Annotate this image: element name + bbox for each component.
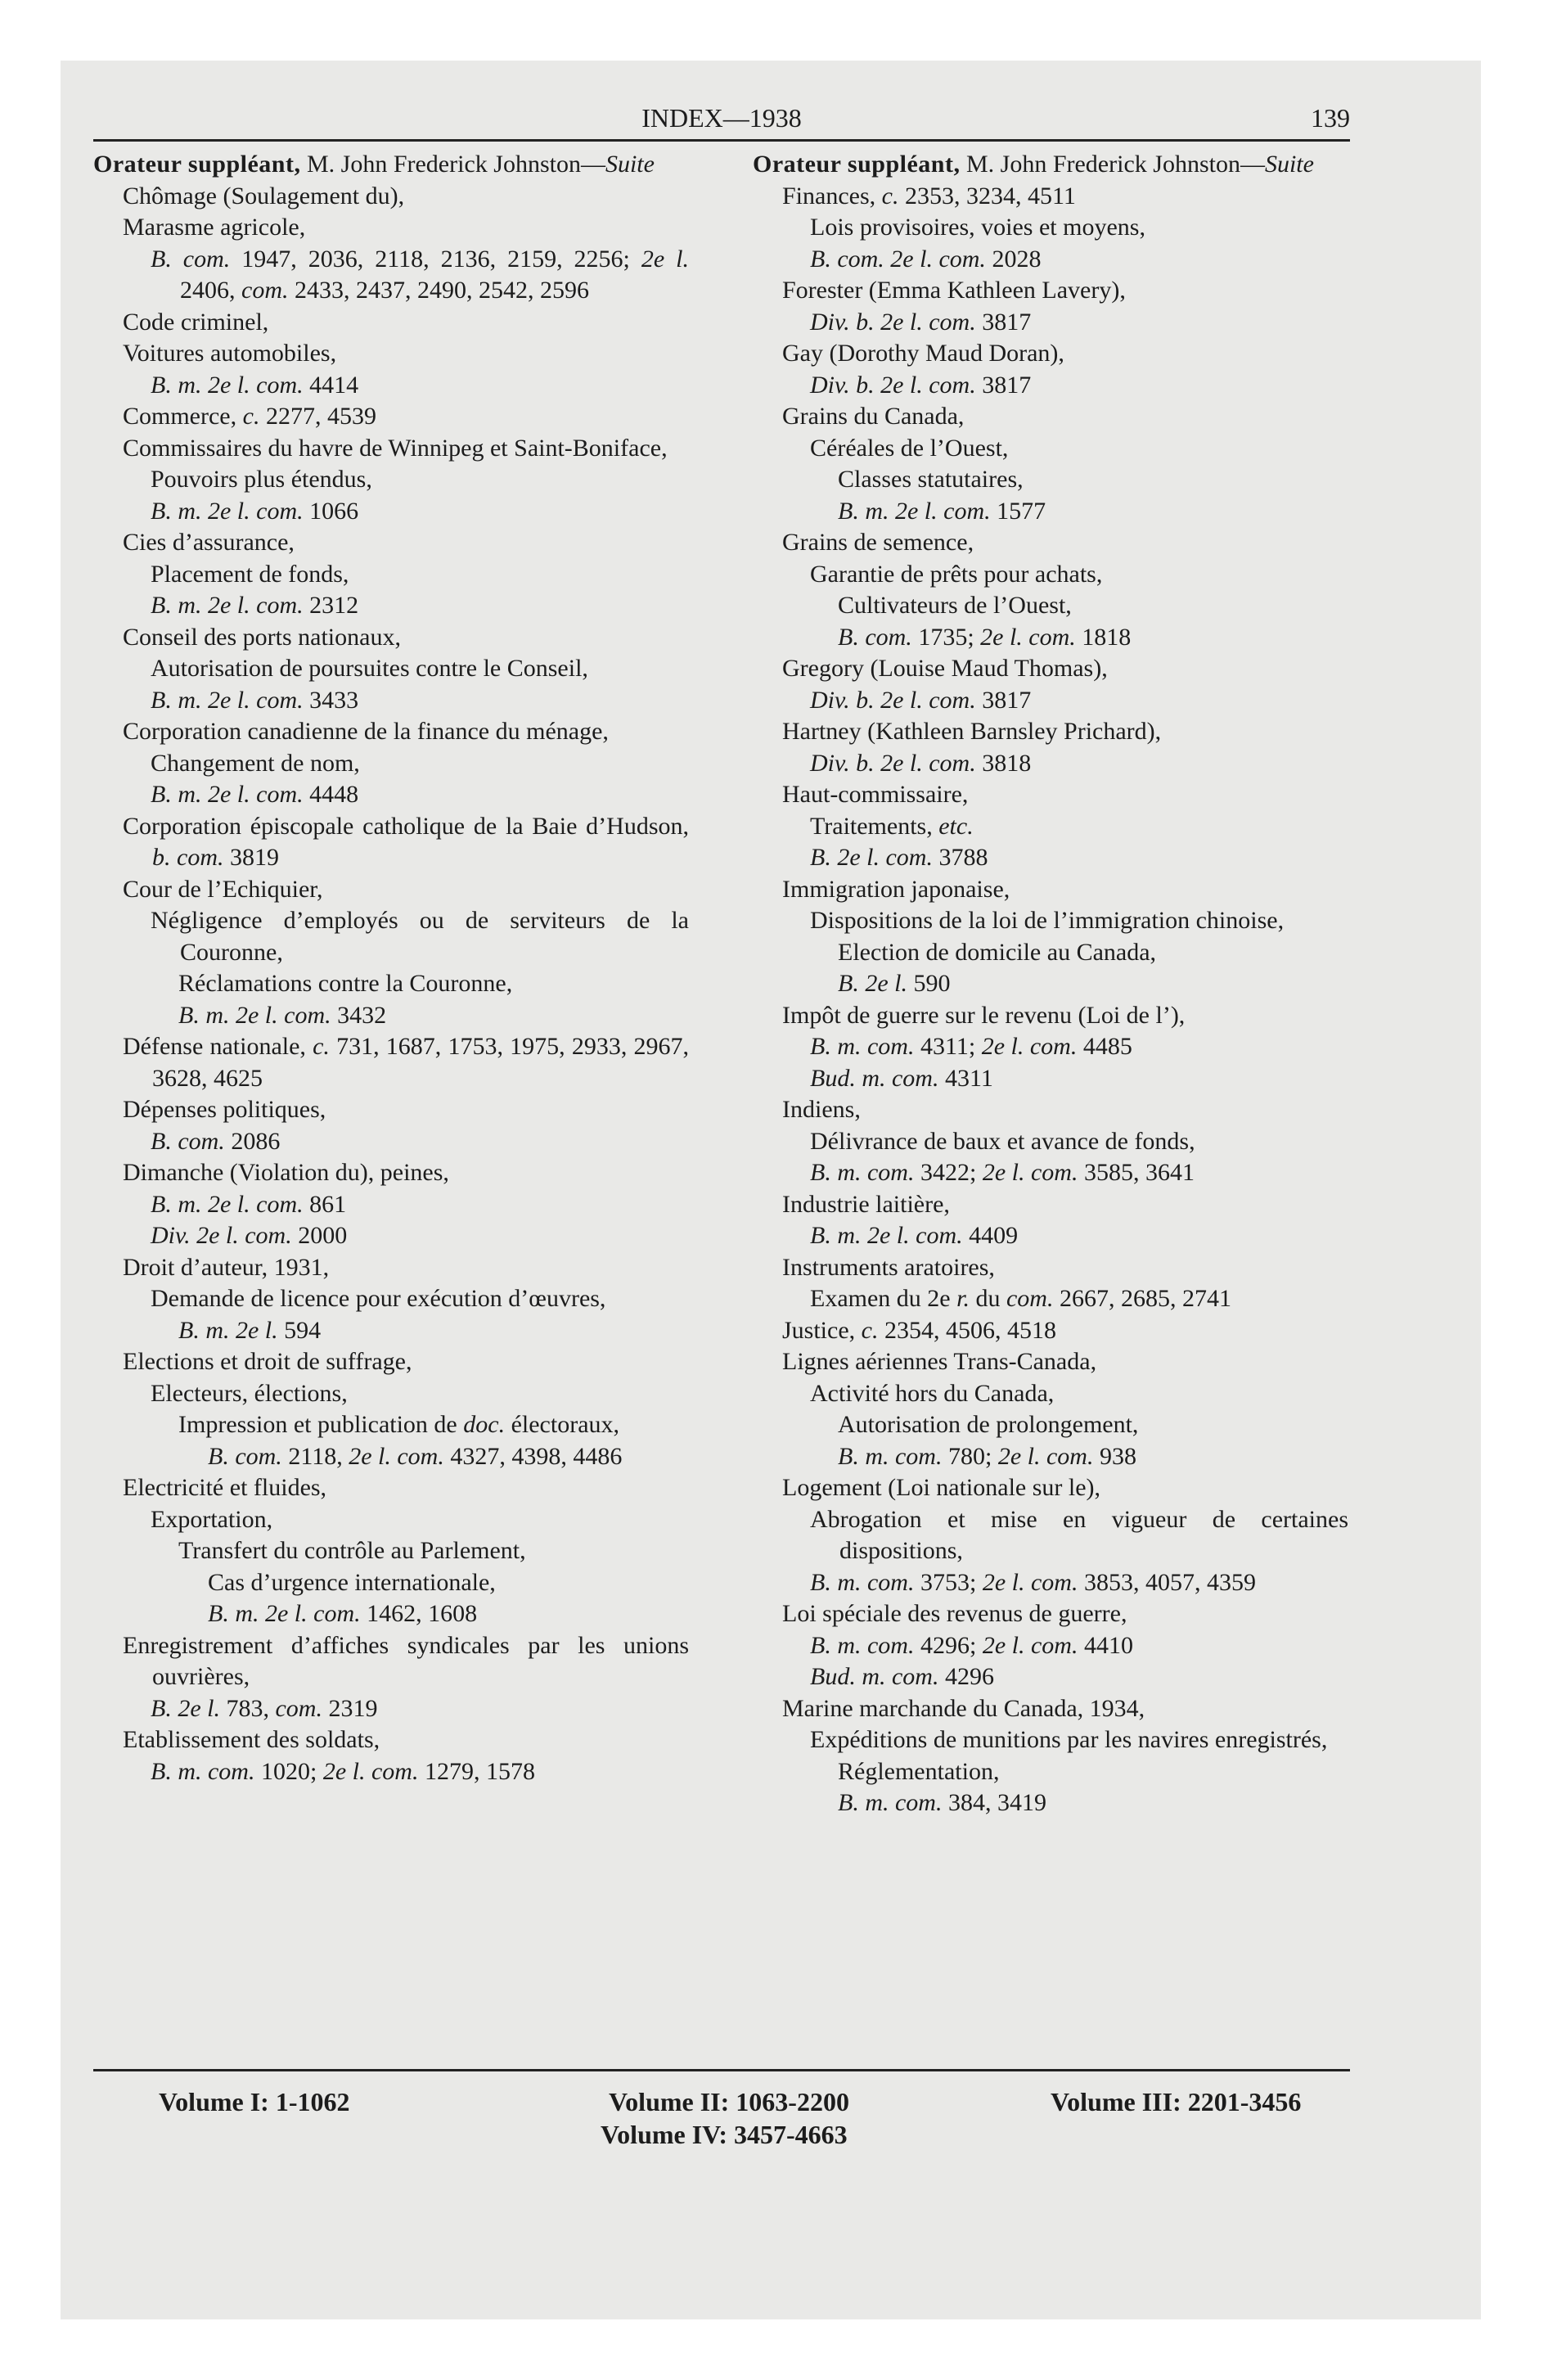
index-entry: B. m. 2e l. com. 1577 — [838, 497, 1046, 525]
index-entry: B. m. 2e l. com. 4409 — [810, 1222, 1019, 1249]
index-entry: Autorisation de poursuites contre le Conseil, — [151, 655, 588, 682]
index-entry: Div. b. 2e l. com. 3817 — [810, 686, 1032, 714]
index-entry: Placement de fonds, — [151, 560, 349, 588]
index-entry: Instruments aratoires, — [782, 1253, 995, 1281]
header-rule — [93, 139, 1350, 142]
index-entry: Changement de nom, — [151, 749, 360, 777]
index-entry: Corporation canadienne de la finance du ménage, — [123, 718, 609, 745]
index-entry: Impression et publication de doc. électoraux, — [178, 1411, 620, 1438]
volume-4-range: Volume IV: 3457-4663 — [601, 2120, 848, 2149]
index-entry: Grains de semence, — [782, 529, 974, 556]
index-entry: B. 2e l. com. 3788 — [810, 844, 988, 871]
index-entry: Voitures automobiles, — [123, 340, 337, 367]
index-entry: B. m. com. 780; 2e l. com. 938 — [838, 1442, 1136, 1470]
index-entry: B. m. com. 384, 3419 — [838, 1789, 1046, 1816]
index-entry: Elections et droit de suffrage, — [123, 1348, 412, 1375]
index-entry: B. m. com. 4311; 2e l. com. 4485 — [810, 1033, 1132, 1060]
index-entry: B. m. 2e l. com. 1066 — [151, 497, 359, 525]
index-entry: Activité hors du Canada, — [810, 1379, 1055, 1407]
volume-2-range: Volume II: 1063-2200 — [609, 2087, 849, 2116]
index-entry: Loi spéciale des revenus de guerre, — [782, 1600, 1127, 1627]
index-entry: Enregistrement d’affiches syndicales par les unions ouvrières, — [123, 1631, 689, 1690]
left-index-column — [93, 149, 689, 1787]
index-entry: Haut-commissaire, — [782, 781, 969, 808]
index-entry: Examen du 2e r. du com. 2667, 2685, 2741 — [810, 1285, 1231, 1312]
index-entry: Réclamations contre la Couronne, — [178, 970, 513, 997]
index-entry: Commissaires du havre de Winnipeg et Saint-Boniface, — [123, 434, 668, 462]
index-entry: Electeurs, élections, — [151, 1379, 348, 1407]
index-entry: B. m. com. 3753; 2e l. com. 3853, 4057, 4359 — [810, 1568, 1256, 1596]
index-entry: Demande de licence pour exécution d’œuvres, — [151, 1285, 606, 1312]
index-entry: Classes statutaires, — [838, 466, 1024, 493]
index-entry: Grains du Canada, — [782, 403, 965, 430]
index-entry: Immigration japonaise, — [782, 875, 1010, 903]
index-entry: B. m. 2e l. com. 3432 — [178, 1001, 387, 1029]
index-entry: B. m. 2e l. com. 1462, 1608 — [208, 1600, 478, 1627]
index-entry: Indiens, — [782, 1096, 861, 1123]
index-entry: Cies d’assurance, — [123, 529, 295, 556]
volume-1-range: Volume I: 1-1062 — [159, 2087, 350, 2116]
index-entry: B. com. 2086 — [151, 1127, 281, 1155]
index-entry: Lois provisoires, voies et moyens, — [810, 214, 1145, 241]
index-entry: Div. b. 2e l. com. 3817 — [810, 371, 1032, 399]
index-entry: Finances, c. 2353, 3234, 4511 — [782, 182, 1076, 210]
index-entry: Corporation épiscopale catholique de la Baie d’Hudson, b. com. 3819 — [123, 812, 689, 871]
index-entry: B. com. 1735; 2e l. com. 1818 — [838, 623, 1132, 651]
index-entry: Transfert du contrôle au Parlement, — [178, 1537, 526, 1564]
index-entry: Industrie laitière, — [782, 1190, 950, 1218]
index-entry: Cour de l’Echiquier, — [123, 875, 323, 903]
index-entry: Cas d’urgence internationale, — [208, 1568, 496, 1596]
index-entry: Gay (Dorothy Maud Doran), — [782, 340, 1064, 367]
index-entry: B. m. 2e l. com. 861 — [151, 1190, 347, 1218]
index-entry: Election de domicile au Canada, — [838, 938, 1157, 966]
index-entry: Chômage (Soulagement du), — [123, 182, 405, 210]
index-entry: Commerce, c. 2277, 4539 — [123, 403, 376, 430]
index-entry: B. com. 2118, 2e l. com. 4327, 4398, 4486 — [208, 1442, 623, 1470]
page-header — [93, 103, 1350, 136]
index-entry: Cultivateurs de l’Ouest, — [838, 592, 1072, 619]
index-entry: Forester (Emma Kathleen Lavery), — [782, 277, 1126, 304]
index-entry: Réglementation, — [838, 1757, 1000, 1785]
index-entry: Gregory (Louise Maud Thomas), — [782, 655, 1108, 682]
index-entry: Traitements, etc. — [810, 812, 974, 840]
index-entry: Expéditions de munitions par les navires enregistrés, — [810, 1726, 1328, 1753]
index-entry: B. m. com. 1020; 2e l. com. 1279, 1578 — [151, 1757, 535, 1785]
index-entry: Logement (Loi nationale sur le), — [782, 1474, 1101, 1501]
index-entry: Etablissement des soldats, — [123, 1726, 380, 1753]
index-entry: Justice, c. 2354, 4506, 4518 — [782, 1316, 1056, 1344]
index-entry: B. m. 2e l. com. 2312 — [151, 592, 359, 619]
volume-footer — [93, 2087, 1350, 2161]
index-entry: B. m. com. 3422; 2e l. com. 3585, 3641 — [810, 1159, 1195, 1186]
footer-rule — [93, 2069, 1350, 2071]
index-entry: Impôt de guerre sur le revenu (Loi de l’), — [782, 1001, 1186, 1029]
index-entry: Orateur suppléant, M. John Frederick Johnston—Suite — [753, 151, 1314, 178]
index-entry: Exportation, — [151, 1505, 273, 1533]
volume-3-range: Volume III: 2201-3456 — [1051, 2087, 1302, 2116]
index-entry: Délivrance de baux et avance de fonds, — [810, 1127, 1195, 1155]
index-entry: Droit d’auteur, 1931, — [123, 1253, 330, 1281]
index-entry: Marasme agricole, — [123, 214, 306, 241]
index-entry: Négligence d’employés ou de serviteurs de la Couronne, — [151, 907, 689, 966]
index-entry: B. m. 2e l. 594 — [178, 1316, 322, 1344]
index-entry: B. m. 2e l. com. 4414 — [151, 371, 359, 399]
index-entry: Div. 2e l. com. 2000 — [151, 1222, 348, 1249]
index-entry: Garantie de prêts pour achats, — [810, 560, 1103, 588]
index-entry: Bud. m. com. 4311 — [810, 1064, 993, 1092]
index-entry: Orateur suppléant, M. John Frederick Johnston—Suite — [93, 151, 655, 178]
index-entry: Défense nationale, c. 731, 1687, 1753, 1975, 2933, 2967, 3628, 4625 — [123, 1033, 689, 1092]
index-entry: Code criminel, — [123, 308, 269, 336]
index-entry: B. com. 2e l. com. 2028 — [810, 245, 1042, 273]
index-entry: Lignes aériennes Trans-Canada, — [782, 1348, 1097, 1375]
index-entry: Dimanche (Violation du), peines, — [123, 1159, 449, 1186]
index-entry: Div. b. 2e l. com. 3818 — [810, 749, 1032, 777]
page-number: 139 — [1311, 103, 1350, 133]
index-entry: B. 2e l. 783, com. 2319 — [151, 1694, 378, 1722]
index-entry: B. 2e l. 590 — [838, 970, 951, 997]
running-title: INDEX—1938 — [641, 103, 802, 133]
index-entry: Bud. m. com. 4296 — [810, 1663, 994, 1690]
index-entry: Conseil des ports nationaux, — [123, 623, 401, 651]
index-entry: Hartney (Kathleen Barnsley Prichard), — [782, 718, 1162, 745]
index-entry: B. m. com. 4296; 2e l. com. 4410 — [810, 1631, 1133, 1659]
index-entry: Autorisation de prolongement, — [838, 1411, 1139, 1438]
index-entry: Abrogation et mise en vigueur de certaines dispositions, — [810, 1505, 1348, 1564]
index-entry: Marine marchande du Canada, 1934, — [782, 1694, 1145, 1722]
index-entry: B. m. 2e l. com. 3433 — [151, 686, 359, 714]
right-index-column — [753, 149, 1348, 1819]
index-entry: Pouvoirs plus étendus, — [151, 466, 372, 493]
index-entry: Div. b. 2e l. com. 3817 — [810, 308, 1032, 336]
index-entry: Céréales de l’Ouest, — [810, 434, 1009, 462]
index-entry: B. com. 1947, 2036, 2118, 2136, 2159, 2256; 2e l. 2406, com. 2433, 2437, 2490, 2542, 2596 — [151, 245, 690, 304]
index-entry: Dépenses politiques, — [123, 1096, 326, 1123]
index-entry: B. m. 2e l. com. 4448 — [151, 781, 359, 808]
index-entry: Electricité et fluides, — [123, 1474, 327, 1501]
index-entry: Dispositions de la loi de l’immigration chinoise, — [810, 907, 1285, 934]
